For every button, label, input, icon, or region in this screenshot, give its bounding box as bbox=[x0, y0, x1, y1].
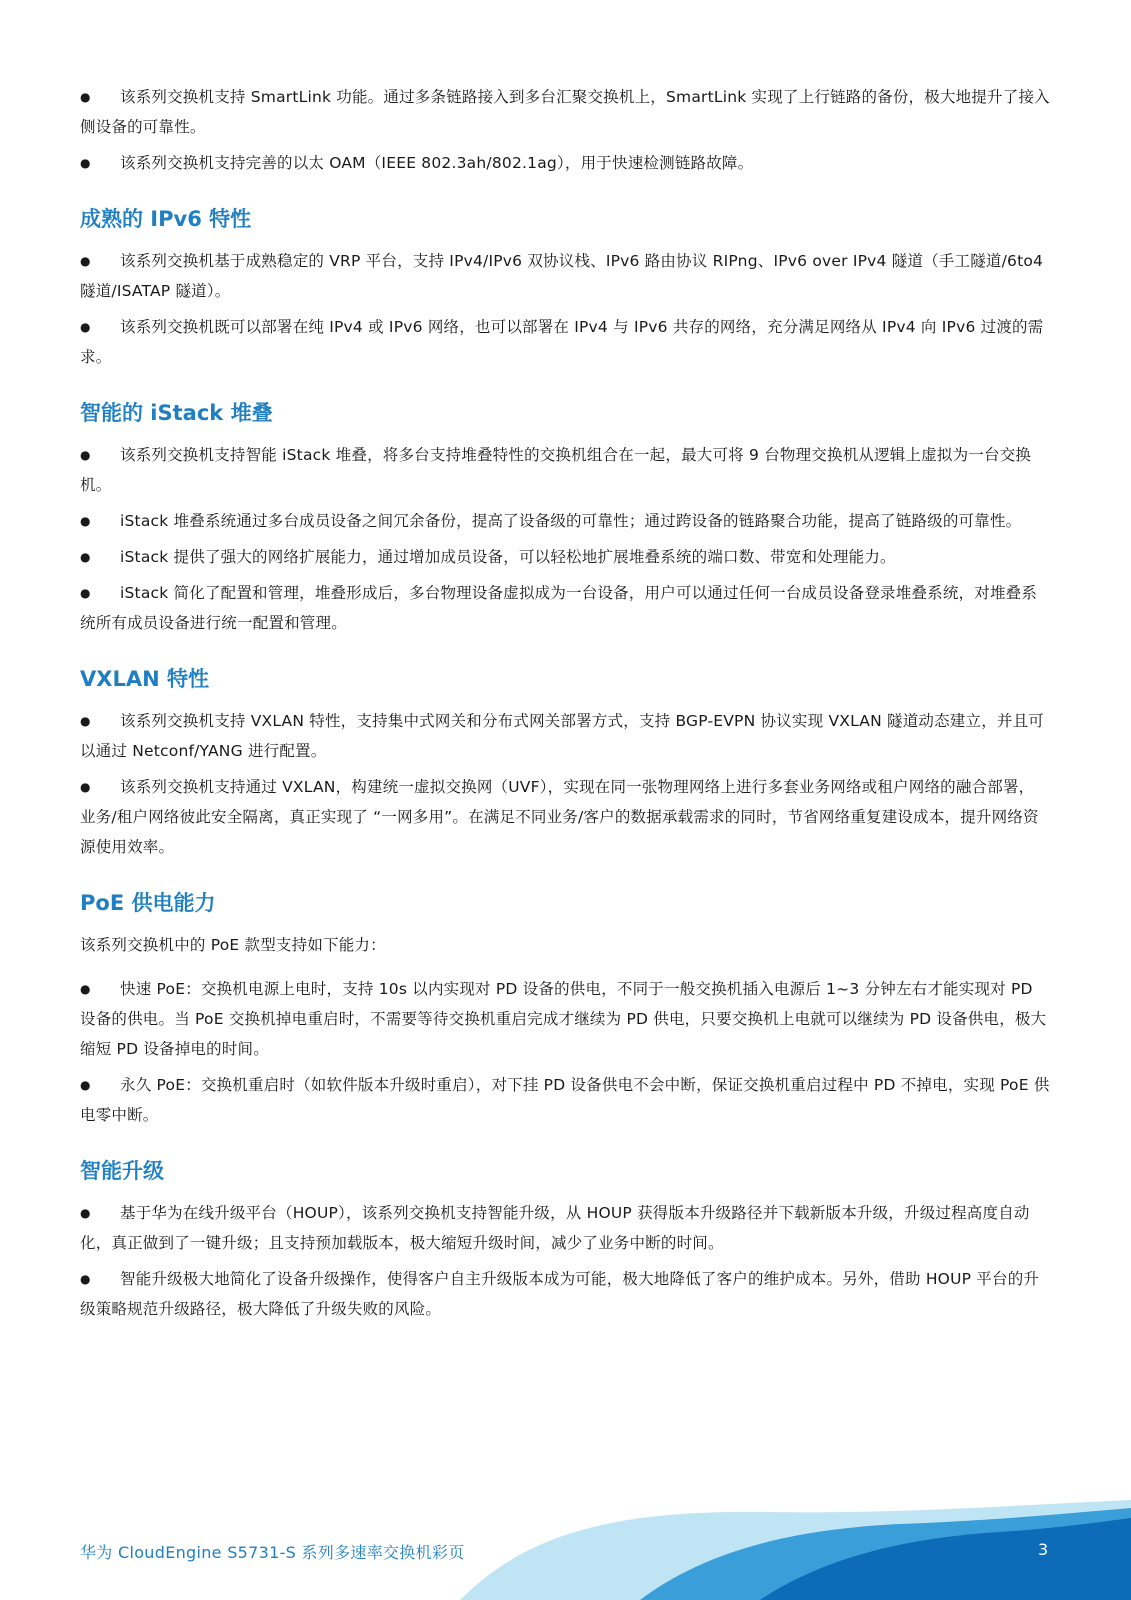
bullet-item bbox=[80, 246, 1050, 306]
bullet-text: iStack 提供了强大的网络扩展能力，通过增加成员设备，可以轻松地扩展堆叠系统的端口数、带宽和处理能力。 bbox=[120, 548, 896, 566]
bullet-item bbox=[80, 1264, 1050, 1324]
bullet-icon: ● bbox=[80, 550, 91, 564]
bullet-icon: ● bbox=[80, 448, 91, 462]
bullet-item bbox=[80, 506, 1050, 536]
bullet-icon: ● bbox=[80, 254, 91, 268]
bullet-item bbox=[80, 772, 1050, 862]
bullet-item bbox=[80, 1070, 1050, 1130]
bullet-text: iStack 堆叠系统通过多台成员设备之间冗余备份，提高了设备级的可靠性；通过跨设备的链路聚合功能，提高了链路级的可靠性。 bbox=[120, 512, 1022, 530]
section-istack bbox=[80, 398, 1050, 638]
bullet-text: 快速 PoE：交换机电源上电时，支持 10s 以内实现对 PD 设备的供电，不同于一般交换机插入电源后 1~3 分钟左右才能实现对 PD 设备的供电。当 PoE 交换机掉电重启时，不需要等待交换机重启完成才继续为 PD 供电，只要交换机上电就可以继续为 PD 设备供电，极大缩短 PD 设备掉电的时间。 bbox=[80, 980, 1047, 1058]
section-heading: 成熟的 IPv6 特性 bbox=[80, 207, 252, 231]
bullet-text: 该系列交换机支持完善的以太 OAM（IEEE 802.3ah/802.1ag），用于快速检测链路故障。 bbox=[120, 154, 754, 172]
section-heading: VXLAN 特性 bbox=[80, 667, 209, 691]
document-body bbox=[80, 82, 1050, 1324]
bullet-icon: ● bbox=[80, 780, 91, 794]
bullet-icon: ● bbox=[80, 514, 91, 528]
bullet-text: 智能升级极大地简化了设备升级操作，使得客户自主升级版本成为可能，极大地降低了客户的维护成本。另外，借助 HOUP 平台的升级策略规范升级路径，极大降低了升级失败的风险。 bbox=[80, 1270, 1040, 1318]
paragraph: 该系列交换机中的 PoE 款型支持如下能力： bbox=[80, 936, 386, 954]
bullet-icon: ● bbox=[80, 586, 91, 600]
bullet-icon: ● bbox=[80, 1078, 91, 1092]
bullet-icon: ● bbox=[80, 156, 91, 170]
bullet-item bbox=[80, 148, 1050, 178]
bullet-text: 该系列交换机支持通过 VXLAN，构建统一虚拟交换网（UVF），实现在同一张物理网络上进行多套业务网络或租户网络的融合部署，业务/租户网络彼此安全隔离，真正实现了 “一网多用”。在满足不同业务/客户的数据承载需求的同时，节省网络重复建设成本，提升网络资源使用效率。 bbox=[80, 778, 1039, 856]
section-vxlan bbox=[80, 664, 1050, 862]
bullet-item bbox=[80, 440, 1050, 500]
bullet-text: 该系列交换机既可以部署在纯 IPv4 或 IPv6 网络，也可以部署在 IPv4 与 IPv6 共存的网络，充分满足网络从 IPv4 向 IPv6 过渡的需求。 bbox=[80, 318, 1044, 366]
section-poe bbox=[80, 888, 1050, 1130]
section-heading: 智能升级 bbox=[80, 1159, 164, 1183]
bullet-text: 基于华为在线升级平台（HOUP），该系列交换机支持智能升级，从 HOUP 获得版本升级路径并下载新版本升级，升级过程高度自动化，真正做到了一键升级；且支持预加载版本，极大缩短升级时间，减少了业务中断的时间。 bbox=[80, 1204, 1030, 1252]
section-upgrade bbox=[80, 1156, 1050, 1324]
bullet-item bbox=[80, 312, 1050, 372]
bullet-item bbox=[80, 542, 1050, 572]
bullet-text: iStack 简化了配置和管理，堆叠形成后，多台物理设备虚拟成为一台设备，用户可以通过任何一台成员设备登录堆叠系统，对堆叠系统所有成员设备进行统一配置和管理。 bbox=[80, 584, 1038, 632]
bullet-text: 该系列交换机支持智能 iStack 堆叠，将多台支持堆叠特性的交换机组合在一起，最大可将 9 台物理交换机从逻辑上虚拟为一台交换机。 bbox=[80, 446, 1032, 494]
bullet-item bbox=[80, 974, 1050, 1064]
page-number: 3 bbox=[1038, 1540, 1049, 1559]
section-heading: PoE 供电能力 bbox=[80, 891, 216, 915]
footer-title: 华为 CloudEngine S5731-S 系列多速率交换机彩页 bbox=[80, 1543, 465, 1562]
bullet-item bbox=[80, 1198, 1050, 1258]
section-heading: 智能的 iStack 堆叠 bbox=[80, 401, 273, 425]
bullet-text: 该系列交换机支持 VXLAN 特性，支持集中式网关和分布式网关部署方式，支持 BGP-EVPN 协议实现 VXLAN 隧道动态建立，并且可以通过 Netconf/YANG 进行配置。 bbox=[80, 712, 1044, 760]
bullet-icon: ● bbox=[80, 982, 91, 996]
bullet-item bbox=[80, 82, 1050, 142]
bullet-text: 永久 PoE：交换机重启时（如软件版本升级时重启），对下挂 PD 设备供电不会中断，保证交换机重启过程中 PD 不掉电，实现 PoE 供电零中断。 bbox=[80, 1076, 1050, 1124]
bullet-icon: ● bbox=[80, 1272, 91, 1286]
bullet-item bbox=[80, 706, 1050, 766]
bullet-icon: ● bbox=[80, 320, 91, 334]
bullet-icon: ● bbox=[80, 714, 91, 728]
section-ipv6 bbox=[80, 204, 1050, 372]
section-intro bbox=[80, 82, 1050, 178]
bullet-text: 该系列交换机支持 SmartLink 功能。通过多条链路接入到多台汇聚交换机上，SmartLink 实现了上行链路的备份，极大地提升了接入侧设备的可靠性。 bbox=[80, 88, 1050, 136]
bullet-icon: ● bbox=[80, 90, 91, 104]
bullet-item bbox=[80, 578, 1050, 638]
bullet-icon: ● bbox=[80, 1206, 91, 1220]
bullet-text: 该系列交换机基于成熟稳定的 VRP 平台，支持 IPv4/IPv6 双协议栈、IPv6 路由协议 RIPng、IPv6 over IPv4 隧道（手工隧道/6to4 隧道/ISATAP 隧道）。 bbox=[80, 252, 1044, 300]
